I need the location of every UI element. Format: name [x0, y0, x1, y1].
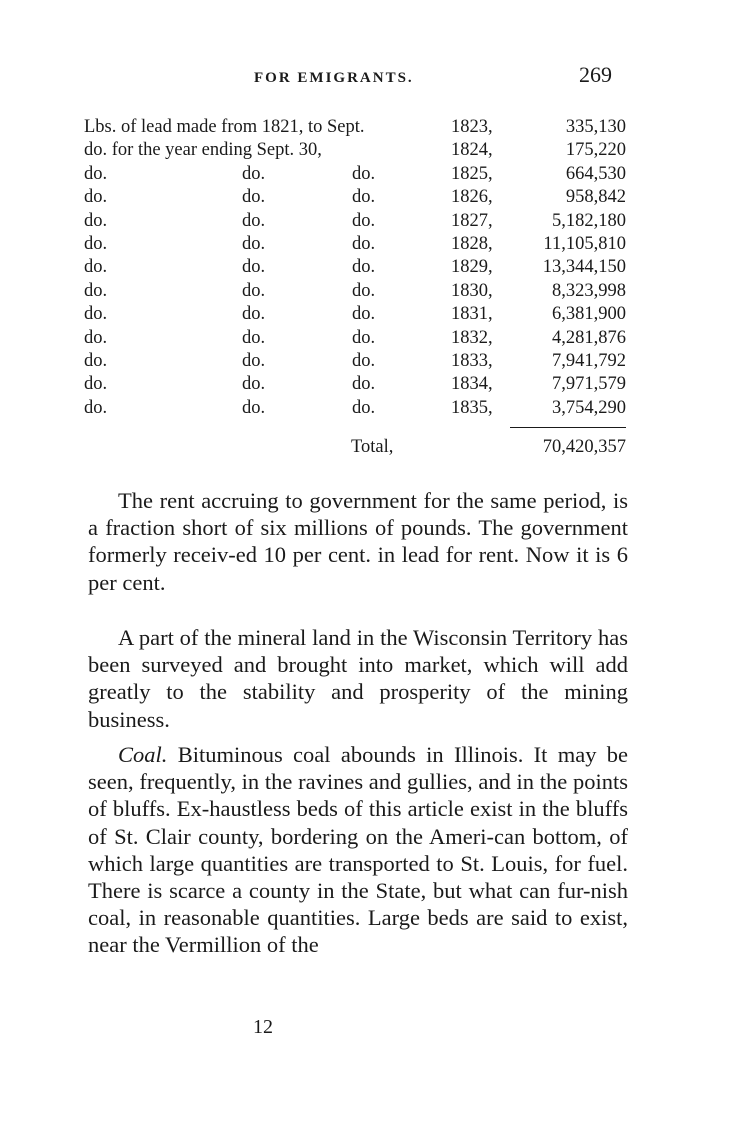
row-value: 4,281,876: [552, 327, 626, 348]
table-row: [84, 373, 632, 396]
row-ditto-2: do.: [242, 163, 266, 184]
table-row: [84, 116, 632, 139]
table-row: [84, 397, 632, 420]
table-row: [84, 163, 632, 186]
row-year: 1827,: [451, 210, 493, 231]
row-ditto-3: do.: [352, 187, 376, 208]
table-row: [84, 327, 632, 350]
row-label: do.: [84, 187, 108, 208]
row-label: do.: [84, 233, 108, 254]
table-row: [84, 350, 632, 373]
lead-production-table: [84, 116, 632, 420]
paragraph-rent-text: The rent accruing to government for the same period, is a fraction short of six millions of pounds. The government formerly receiv-ed 10 per cent. in lead for rent. Now it is 6 per cent.: [88, 488, 628, 595]
row-ditto-3: do.: [352, 233, 376, 254]
row-ditto-3: do.: [352, 304, 376, 325]
row-ditto-2: do.: [242, 210, 266, 231]
row-value: 8,323,998: [552, 280, 626, 301]
row-year: 1834,: [451, 374, 493, 395]
table-row: [84, 280, 632, 303]
row-ditto-2: do.: [242, 374, 266, 395]
paragraph-rent: [88, 487, 628, 596]
signature-mark: 12: [253, 1016, 273, 1038]
row-label: do.: [84, 374, 108, 395]
row-ditto-2: do.: [242, 280, 266, 301]
coal-heading: Coal.: [118, 742, 168, 767]
paragraph-mineral-land-text: A part of the mineral land in the Wisconsin Territory has been surveyed and brought into market, which will add greatly to the stability and prosperity of the mining business.: [88, 625, 628, 732]
row-year: 1828,: [451, 233, 493, 254]
running-head: FOR EMIGRANTS.: [254, 70, 414, 86]
row-ditto-3: do.: [352, 327, 376, 348]
row-value: 958,842: [565, 187, 626, 208]
total-value: 70,420,357: [542, 437, 626, 457]
row-ditto-2: do.: [242, 257, 266, 278]
row-ditto-2: do.: [242, 397, 266, 418]
total-label: Total,: [351, 437, 394, 457]
row-year: 1826,: [451, 187, 493, 208]
page-header: [0, 62, 736, 92]
row-value: 175,220: [565, 140, 626, 161]
row-label: do.: [84, 280, 108, 301]
row-ditto-3: do.: [352, 397, 376, 418]
row-value: 664,530: [565, 163, 626, 184]
row-label: do.: [84, 304, 108, 325]
row-year: 1832,: [451, 327, 493, 348]
paragraph-coal-text: [88, 741, 628, 959]
row-label: do.: [84, 163, 108, 184]
row-value: 11,105,810: [543, 233, 626, 254]
row-label: Lbs. of lead made from 1821, to Sept.: [84, 117, 365, 137]
row-label: do.: [84, 327, 108, 348]
table-row: [84, 210, 632, 233]
row-ditto-3: do.: [352, 280, 376, 301]
row-ditto-2: do.: [242, 304, 266, 325]
row-value: 7,971,579: [552, 374, 626, 395]
row-value: 3,754,290: [552, 397, 626, 418]
table-row: [84, 186, 632, 209]
row-year: 1835,: [451, 397, 493, 418]
row-ditto-2: do.: [242, 350, 266, 371]
row-year: 1823,: [451, 117, 493, 137]
row-value: 13,344,150: [542, 257, 626, 278]
row-label: do.: [84, 350, 108, 371]
row-year: 1831,: [451, 304, 493, 325]
row-label: do.: [84, 397, 108, 418]
page-number: 269: [579, 62, 612, 87]
row-label: do.: [84, 210, 108, 231]
row-label: do.: [84, 257, 108, 278]
row-ditto-3: do.: [352, 257, 376, 278]
row-ditto-2: do.: [242, 233, 266, 254]
row-year: 1830,: [451, 280, 493, 301]
row-ditto-2: do.: [242, 327, 266, 348]
row-value: 5,182,180: [552, 210, 626, 231]
row-label: do. for the year ending Sept. 30,: [84, 140, 322, 161]
row-year: 1825,: [451, 163, 493, 184]
table-row: [84, 233, 632, 256]
row-ditto-2: do.: [242, 187, 266, 208]
coal-body: Bituminous coal abounds in Illinois. It may be seen, frequently, in the ravines and gullies, and in the points of bluffs. Ex-haustless beds of this article exist in the bluffs of St. Clair county, bordering on the Ameri-can bottom, of which large quantities are transported to St. Louis, for fuel. There is scarce a county in the State, but what can fur-nish coal, in reasonable quantities. Large beds are said to exist, near the Vermillion of the: [88, 742, 628, 958]
row-value: 6,381,900: [552, 304, 626, 325]
table-row: [84, 303, 632, 326]
row-value: 7,941,792: [552, 350, 626, 371]
paragraph-mineral-land: [88, 624, 628, 733]
table-row: [84, 139, 632, 162]
table-row: [84, 256, 632, 279]
total-rule: [510, 427, 626, 428]
row-ditto-3: do.: [352, 374, 376, 395]
row-year: 1833,: [451, 350, 493, 371]
row-ditto-3: do.: [352, 210, 376, 231]
row-ditto-3: do.: [352, 163, 376, 184]
row-ditto-3: do.: [352, 350, 376, 371]
row-value: 335,130: [565, 117, 626, 137]
row-year: 1824,: [451, 140, 493, 161]
row-year: 1829,: [451, 257, 493, 278]
paragraph-coal: [88, 741, 628, 959]
